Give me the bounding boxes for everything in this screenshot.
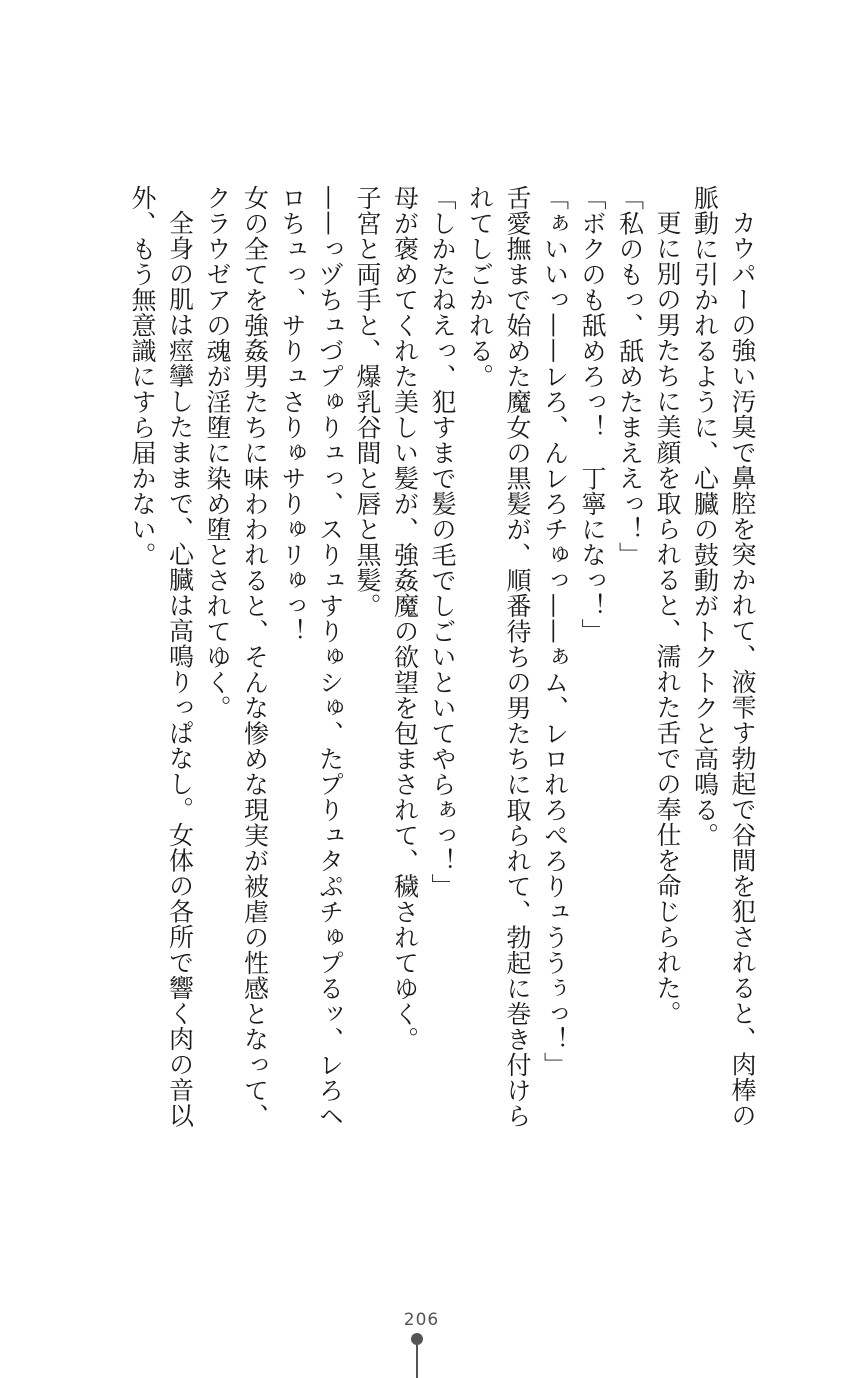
page-marker-line	[416, 1344, 418, 1378]
paragraph-8: 母が褒めてくれた美しい髪が、強姦魔の欲望を包まされて、穢されてゆく。	[390, 185, 420, 1052]
paragraph-9: 子宮と両手と、爆乳谷間と唇と黒髪。	[353, 185, 382, 619]
paragraph-6: 舌愛撫まで始めた魔女の黒髪が、順番待ちの男たちに取られて、勃起に巻き付けられてしごかれる。	[465, 185, 532, 1129]
paragraph-5-dialogue: 「ぁいいっ——レろ、んレろチゅっ——ぁム、レロれろぺろりュううぅっ！」	[540, 185, 570, 1078]
paragraph-7-dialogue: 「しかたねえっ、犯すまで髪の毛でしごいといてやらぁっ！」	[428, 185, 457, 899]
paragraph-3-dialogue: 「私のもっ、舐めたまええっ！」	[615, 185, 645, 568]
vertical-text-body	[124, 185, 762, 1145]
paragraph-12: 全身の肌は痙攣したままで、心臓は高鳴りっぱなし。女体の各所で響く肉の音以外、もう無意識にすら届かない。	[128, 185, 195, 1128]
paragraph-10: ——っヅちュづプゅりュっ、スりュすりゅシゅ、たプりュタぷチゅプるッ、レろヘロちュっ、サりュさりゅサりゅリゅっ！	[278, 185, 345, 1129]
paragraph-11: 女の全てを強姦男たちに味わわれると、そんな惨めな現実が被虐の性感となって、クラウゼアの魂が淫堕に染め堕とされてゆく。	[203, 185, 270, 1129]
page-number: 206	[403, 1310, 440, 1330]
paragraph-2: 更に別の男たちに美顔を取られると、濡れた舌での奉仕を命じられた。	[653, 210, 682, 1026]
paragraph-4-dialogue: 「ボクのも舐めろっ！ 丁寧になっ！」	[578, 185, 607, 644]
paragraph-1: カウパーの強い汚臭で鼻腔を突かれて、液雫す勃起で谷間を犯されると、肉棒の脈動に引かれるように、心臓の鼓動がトクトクと高鳴る。	[690, 185, 757, 1128]
